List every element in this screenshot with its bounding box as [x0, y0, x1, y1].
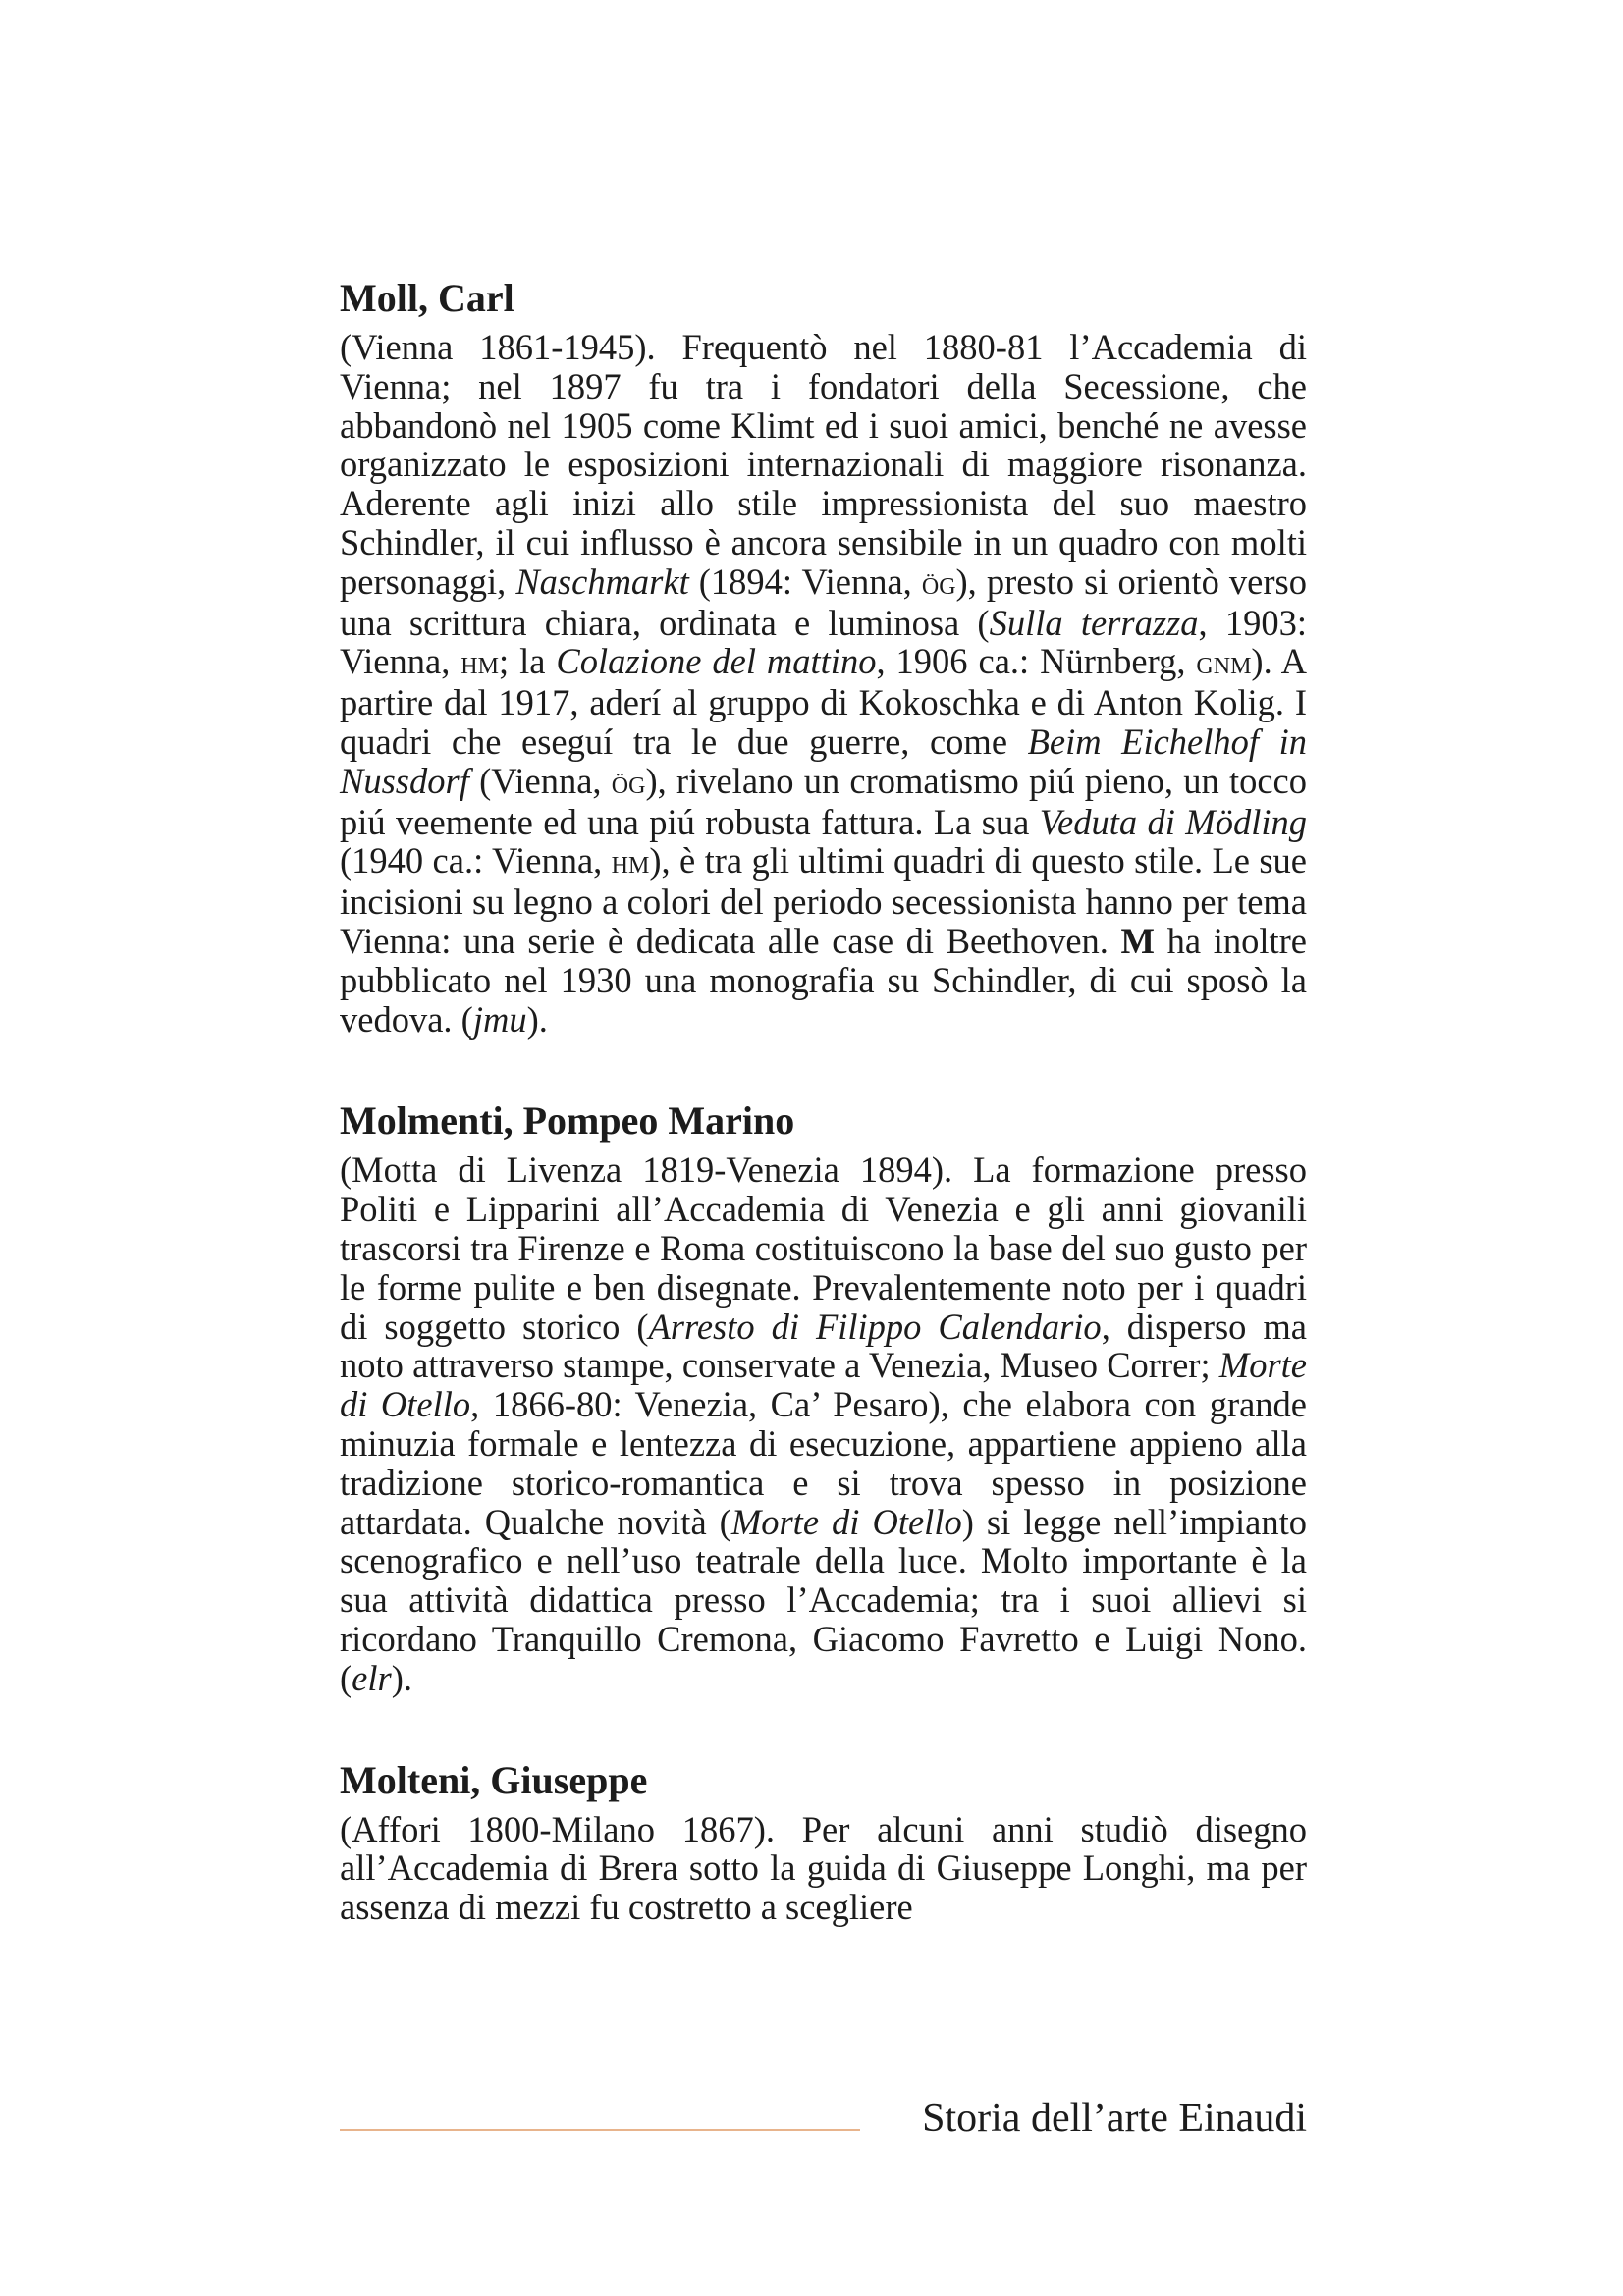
artwork-title: Veduta di Mödling [1039, 801, 1307, 842]
entry-text: ). [391, 1657, 412, 1698]
entry-text: , disperso ma noto attraverso stampe, conservate a Venezia, Museo Correr; [340, 1306, 1307, 1386]
collection-abbrev: hm [460, 645, 499, 682]
entry-moll-carl [340, 273, 1307, 1039]
author-initials: elr [352, 1657, 392, 1698]
artwork-title: Naschmarkt [515, 561, 689, 602]
entry-body [340, 1150, 1307, 1697]
artwork-title: Morte di Otello [730, 1501, 962, 1542]
entry-molmenti-pompeo-marino [340, 1095, 1307, 1697]
entry-text: (1940 ca.: Vienna, [340, 840, 612, 881]
entry-text: ). A partire dal 1917, aderí al gruppo di Kokoschka e di Anton Kolig. I quadri che eseguí tra le due guerre, come [340, 641, 1308, 762]
entry-text: ), presto si orientò verso una scrittura chiara, ordinata e luminosa ( [340, 561, 1307, 643]
entry-body [340, 1810, 1307, 1927]
subject-initial: M [1120, 920, 1155, 961]
entry-text: (Vienna 1861-1945). Frequentò nel 1880-81 l’Accademia di Vienna; nel 1897 fu tra i fondatori della Secessione, che abbandonò nel 1905 come Klimt ed i suoi amici, benché ne avesse organizzato le esposizioni internazionali di maggiore risonanza. Aderente agli inizi allo stile impressionista del suo maestro Schindler, il cui influsso è ancora sensibile in un quadro con molti personaggi, [340, 327, 1307, 602]
footer-rule [340, 2129, 860, 2131]
footer-publisher: Storia dell’arte Einaudi [922, 2096, 1307, 2141]
entry-text: (Motta di Livenza 1819-Venezia 1894). La formazione presso Politi e Lipparini all’Accademia di Venezia e gli anni giovanili trascorsi tra Firenze e Roma costituiscono la base del suo gusto per le forme pulite e ben disegnate. Prevalentemente noto per i quadri di soggetto storico ( [340, 1149, 1307, 1347]
entry-text: ), rivelano un cromatismo piú pieno, un tocco piú veemente ed una piú robusta fattura. La sua [340, 760, 1307, 842]
entry-molteni-giuseppe [340, 1755, 1307, 1927]
entry-title: Molmenti, Pompeo Marino [340, 1098, 795, 1144]
artwork-title: Arresto di Filippo Calendario [648, 1306, 1102, 1347]
entry-text: , 1903: Vienna, [340, 602, 1307, 682]
entry-text: ha inoltre pubblicato nel 1930 una monografia su Schindler, di cui sposò la vedova. ( [340, 920, 1307, 1040]
artwork-title: Beim Eichelhof in Nussdorf [340, 721, 1307, 801]
entry-text: (Affori 1800-Milano 1867). Per alcuni anni studiò disegno all’Accademia di Brera sotto la guida di Giuseppe Longhi, ma per assenza di mezzi fu costretto a scegliere [340, 1808, 1307, 1928]
entry-text: (Vienna, [468, 760, 612, 801]
entry-title: Moll, Carl [340, 276, 514, 320]
artwork-title: Sulla terrazza [989, 602, 1199, 643]
author-initials: jmu [472, 998, 527, 1040]
entry-text: , 1906 ca.: Nürnberg, [876, 641, 1197, 682]
entry-text: ) si legge nell’impianto scenografico e nell’uso teatrale della luce. Molto importante è la sua attività didattica presso l’Accademia; tra i suoi allievi si ricordano Tranquillo Cremona, Giacomo Favretto e Luigi Nono. ( [340, 1501, 1307, 1698]
collection-abbrev: hm [611, 844, 650, 881]
collection-abbrev: ög [611, 764, 646, 801]
entry-text: , 1866-80: Venezia, Ca’ Pesaro), che elabora con grande minuzia formale e lentezza di esecuzione, appartiene appieno alla tradizione storico-romantica e si trova spesso in posizione attardata. Qualche novità ( [340, 1384, 1308, 1542]
entry-title: Molteni, Giuseppe [340, 1757, 648, 1802]
entry-text: ; la [498, 641, 557, 682]
entry-text: ). [526, 998, 548, 1040]
page-footer [340, 2094, 1307, 2143]
page-content [340, 273, 1307, 1984]
entry-text: ), è tra gli ultimi quadri di questo stile. Le sue incisioni su legno a colori del periodo secessionista hanno per tema Vienna: una serie è dedicata alle case di Beethoven. [340, 840, 1307, 961]
entry-body [340, 328, 1307, 1039]
artwork-title: Morte di Otello [340, 1345, 1307, 1425]
collection-abbrev: ög [921, 564, 956, 602]
collection-abbrev: gnm [1196, 645, 1252, 682]
artwork-title: Colazione del mattino [556, 641, 877, 682]
entry-text: (1894: Vienna, [688, 561, 922, 602]
